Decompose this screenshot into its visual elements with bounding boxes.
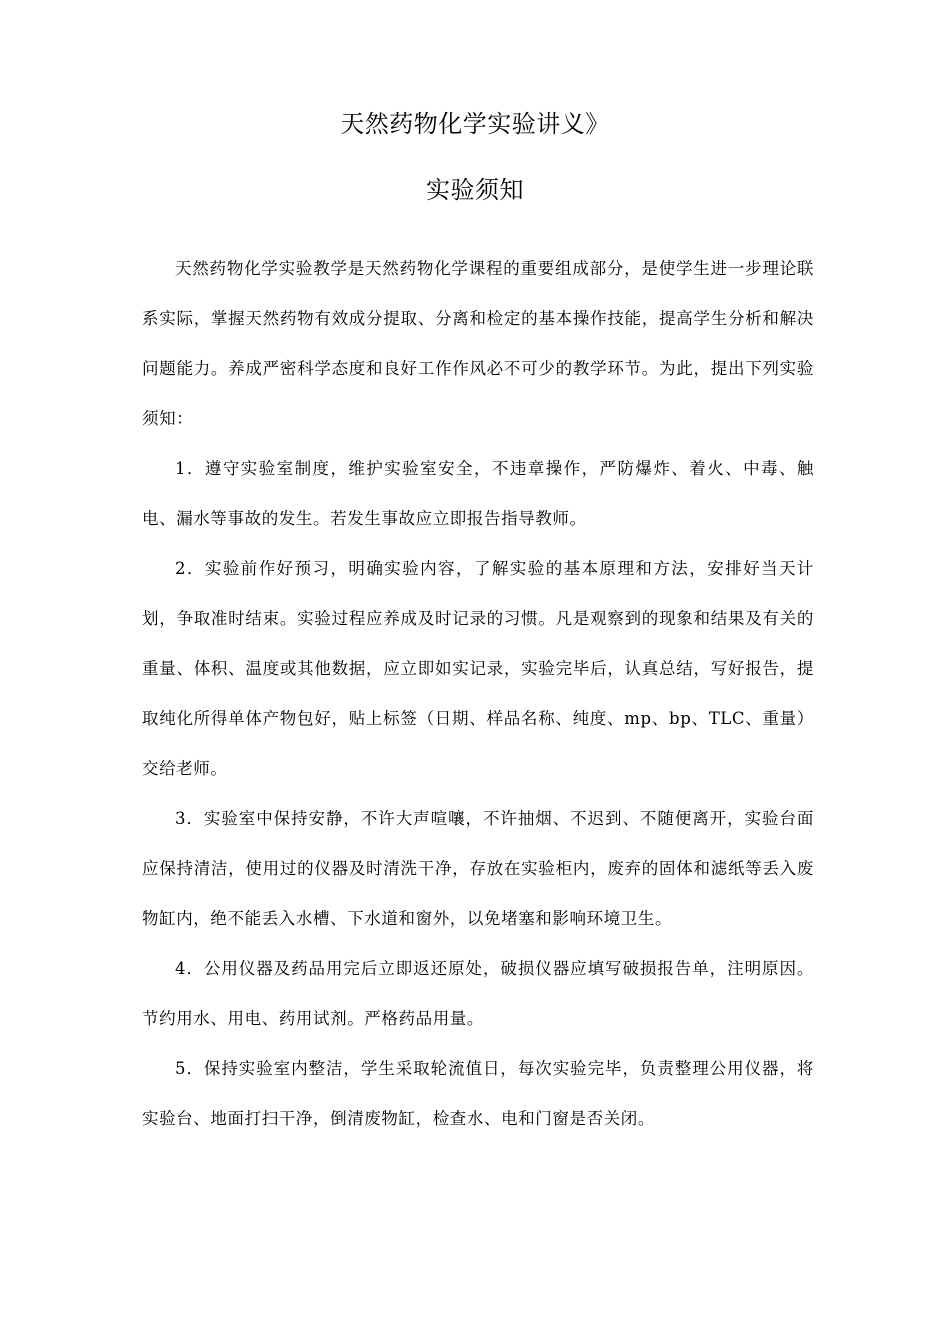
rule-paragraph-3: 3．实验室中保持安静，不许大声喧嚷，不许抽烟、不迟到、不随便离开，实验台面应保持清洁，使用过的仪器及时清洗干净，存放在实验柜内，废弃的固体和滤纸等丢入废物缸内，绝不能丢入水槽、下水道和窗外，以免堵塞和影响环境卫生。 — [142, 809, 814, 928]
section-title: 实验须知 — [426, 176, 524, 204]
rule-paragraph-2: 2．实验前作好预习，明确实验内容，了解实验的基本原理和方法，安排好当天计划，争取准时结束。实验过程应养成及时记录的习惯。凡是观察到的现象和结果及有关的重量、体积、温度或其他数据，应立即如实记录，实验完毕后，认真总结，写好报告，提取纯化所得单体产物包好，贴上标签（日期、样品名称、纯度、mp、bp、TLC、重量）交给老师。 — [142, 559, 814, 778]
rule-paragraph-4: 4．公用仪器及药品用完后立即返还原处，破损仪器应填写破损报告单，注明原因。节约用水、用电、药用试剂。严格药品用量。 — [142, 959, 814, 1028]
rule-paragraph-5: 5．保持实验室内整洁，学生采取轮流值日，每次实验完毕，负责整理公用仪器，将实验台、地面打扫干净，倒清废物缸，检查水、电和门窗是否关闭。 — [142, 1059, 814, 1128]
document-body — [142, 244, 814, 1144]
rule-paragraph-1: 1．遵守实验室制度，维护实验室安全，不违章操作，严防爆炸、着火、中毒、触电、漏水等事故的发生。若发生事故应立即报告指导教师。 — [142, 459, 814, 528]
document-title: 天然药物化学实验讲义》 — [340, 110, 610, 138]
intro-paragraph: 天然药物化学实验教学是天然药物化学课程的重要组成部分，是使学生进一步理论联系实际，掌握天然药物有效成分提取、分离和检定的基本操作技能，提高学生分析和解决问题能力。养成严密科学态度和良好工作作风必不可少的教学环节。为此，提出下列实验须知： — [142, 259, 814, 428]
